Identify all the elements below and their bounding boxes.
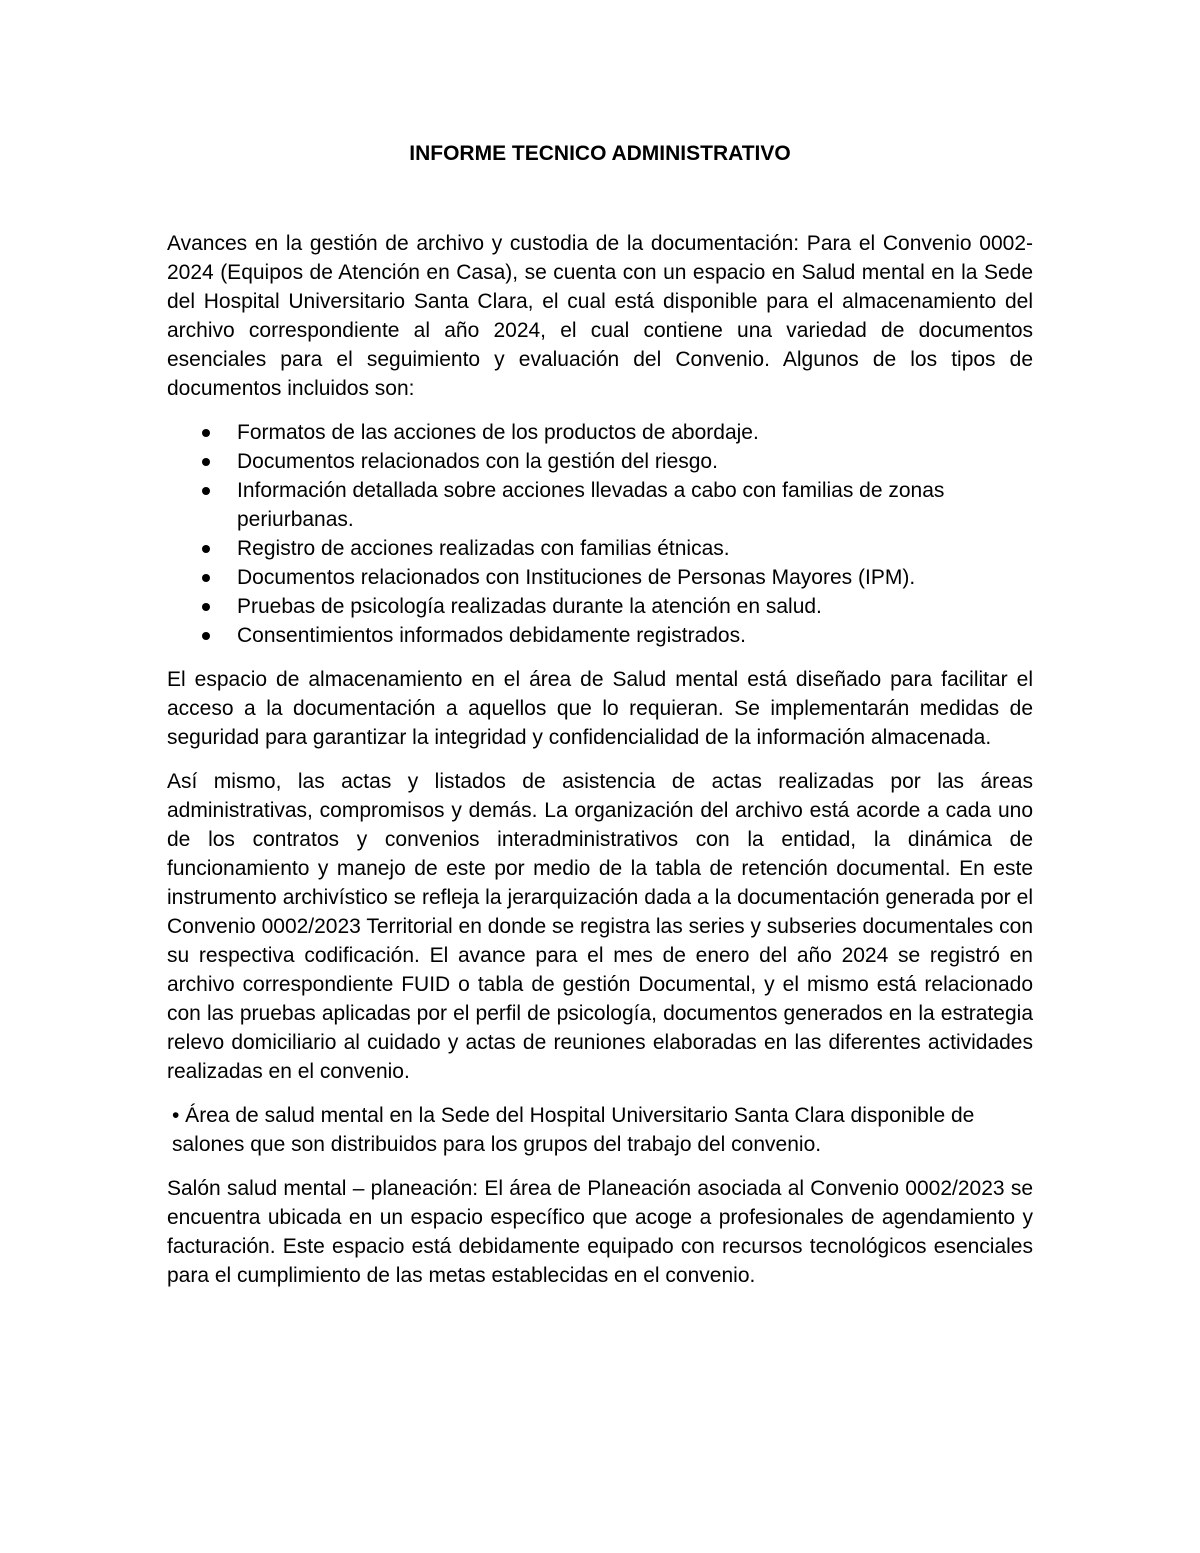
area-paragraph: • Área de salud mental en la Sede del Hospital Universitario Santa Clara disponible de salones que son distribuidos para los grupos del trabajo del convenio. [172,1104,975,1156]
document-body [167,229,1033,1305]
list-item-text: Documentos relacionados con la gestión del riesgo. [237,450,718,473]
list-item-text: Consentimientos informados debidamente registrados. [237,624,746,647]
salon-paragraph: Salón salud mental – planeación: El área de Planeación asociada al Convenio 0002/2023 se encuentra ubicada en un espacio específico que acoge a profesionales de agendamiento y facturación. Este espacio está debidamente equipado con recursos tecnológicos esenciales para el cumplimiento de las metas establecidas en el convenio. [167,1177,1033,1287]
bullet-icon [202,632,210,640]
list-item [167,418,1033,447]
list-item [167,447,1033,476]
list-item-text: Pruebas de psicología realizadas durante la atención en salud. [237,595,822,618]
document-title: INFORME TECNICO ADMINISTRATIVO [409,142,791,165]
bullet-icon [202,545,210,553]
list-item-text: Información detallada sobre acciones llevadas a cabo con familias de zonas periurbanas. [237,479,945,531]
bullet-icon [202,603,210,611]
bullet-icon [202,574,210,582]
list-item-text: Documentos relacionados con Instituciones de Personas Mayores (IPM). [237,566,916,589]
list-item [167,476,1033,534]
list-item [167,592,1033,621]
actas-paragraph: Así mismo, las actas y listados de asistencia de actas realizadas por las áreas administrativas, compromisos y demás. La organización del archivo está acorde a cada uno de los contratos y convenios interadministrativos con la entidad, la dinámica de funcionamiento y manejo de este por medio de la tabla de retención documental. En este instrumento archivístico se refleja la jerarquización dada a la documentación generada por el Convenio 0002/2023 Territorial en donde se registra las series y subseries documentales con su respectiva codificación. El avance para el mes de enero del año 2024 se registró en archivo correspondiente FUID o tabla de gestión Documental, y el mismo está relacionado con las pruebas aplicadas por el perfil de psicología, documentos generados en la estrategia relevo domiciliario al cuidado y actas de reuniones elaboradas en las diferentes actividades realizadas en el convenio. [167,770,1033,1083]
list-item [167,621,1033,650]
storage-paragraph: El espacio de almacenamiento en el área de Salud mental está diseñado para facilitar el acceso a la documentación a aquellos que lo requieran. Se implementarán medidas de seguridad para garantizar la integridad y confidencialidad de la información almacenada. [167,668,1033,749]
bullet-icon [202,487,210,495]
list-item-text: Formatos de las acciones de los productos de abordaje. [237,421,759,444]
intro-paragraph: Avances en la gestión de archivo y custodia de la documentación: Para el Convenio 0002-2024 (Equipos de Atención en Casa), se cuenta con un espacio en Salud mental en la Sede del Hospital Universitario Santa Clara, el cual está disponible para el almacenamiento del archivo correspondiente al año 2024, el cual contiene una variedad de documentos esenciales para el seguimiento y evaluación del Convenio. Algunos de los tipos de documentos incluidos son: [167,232,1033,400]
bullet-icon [202,458,210,466]
list-item [167,563,1033,592]
document-types-list [167,418,1033,650]
bullet-icon [202,429,210,437]
list-item [167,534,1033,563]
list-item-text: Registro de acciones realizadas con familias étnicas. [237,537,730,560]
